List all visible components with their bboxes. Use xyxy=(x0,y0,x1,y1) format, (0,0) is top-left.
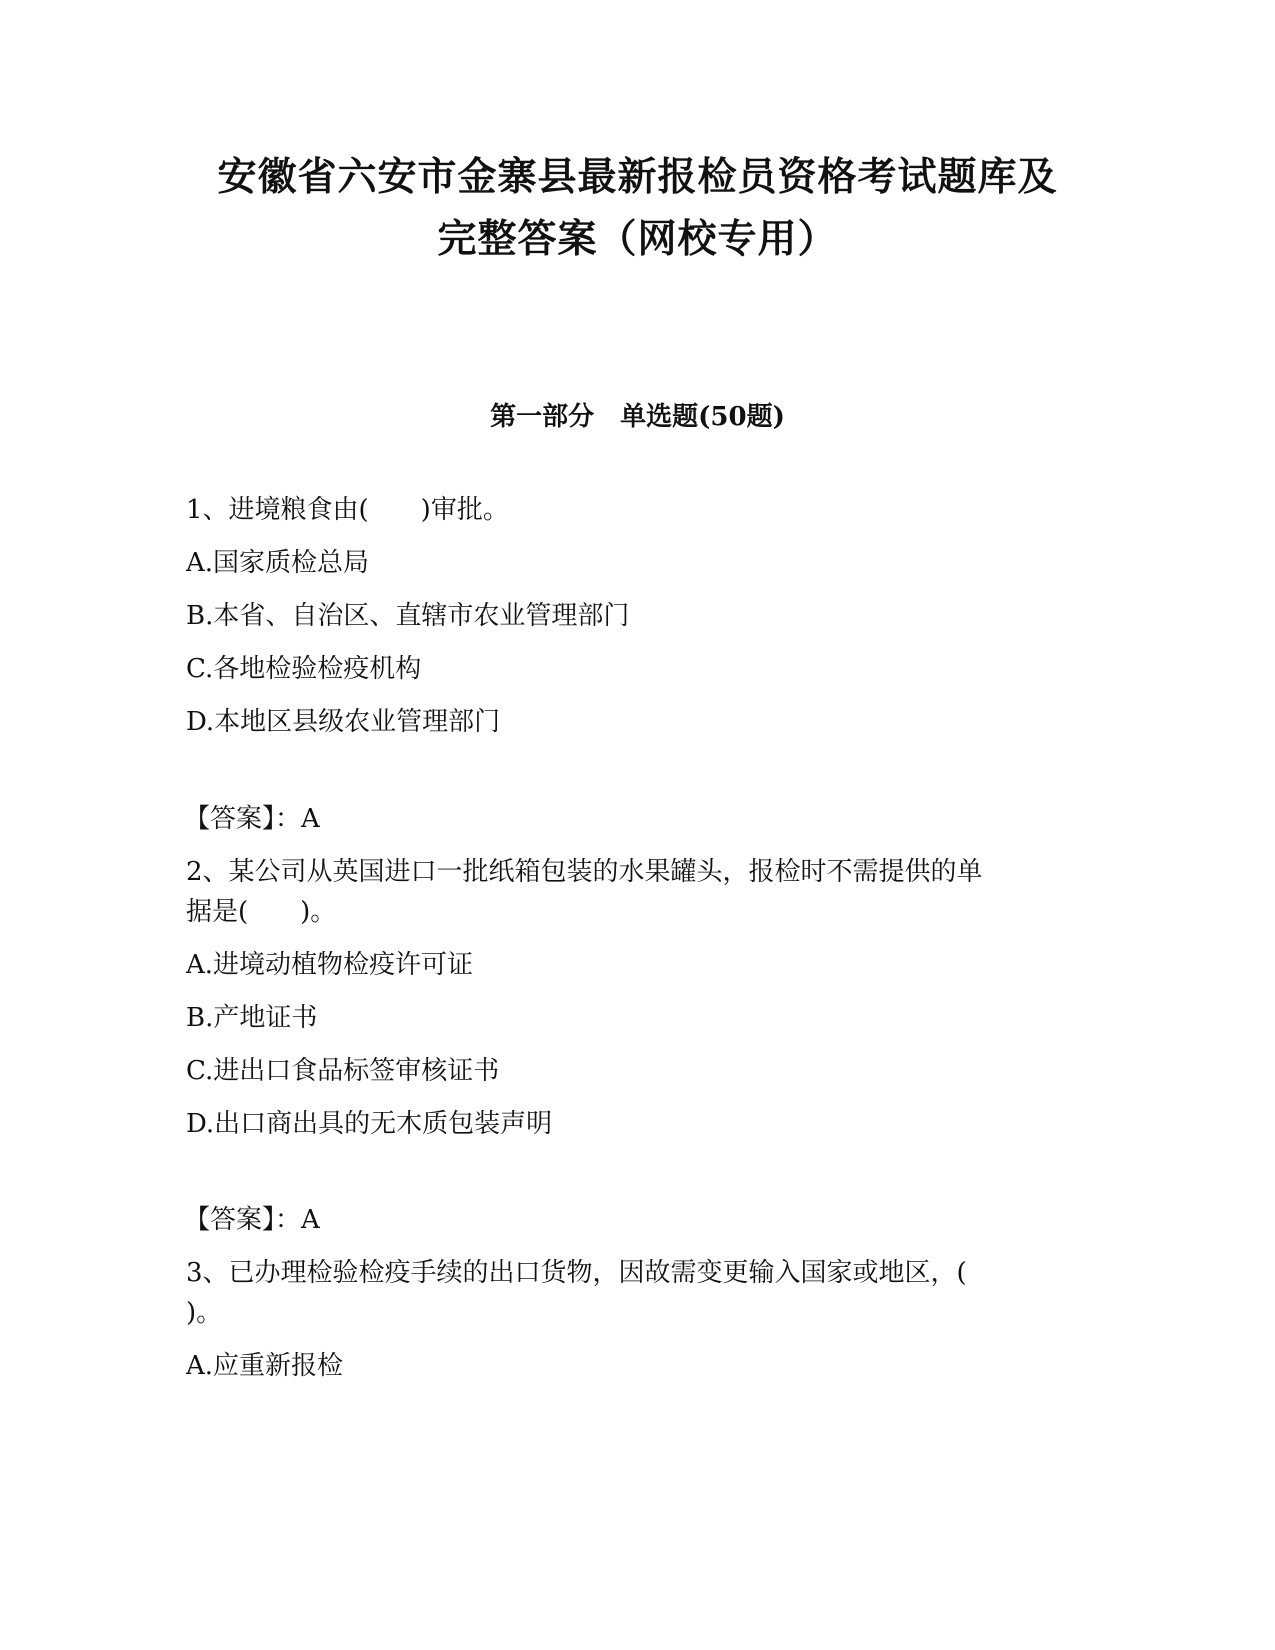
question-1-stem: 1、进境粮食由( )审批。 xyxy=(186,495,509,525)
document-title-line-1: 安徽省六安市金寨县最新报检员资格考试题库及 xyxy=(217,155,1058,200)
question-2-option-c: C.进出口食品标签审核证书 xyxy=(186,1056,500,1086)
question-2-answer: 【答案】：A xyxy=(184,1205,320,1235)
document-title-line-2: 完整答案（网校专用） xyxy=(437,217,838,262)
question-1-option-c: C.各地检验检疫机构 xyxy=(186,654,422,684)
question-1-option-a: A.国家质检总局 xyxy=(186,548,370,578)
question-2-option-b: B.产地证书 xyxy=(186,1003,318,1033)
question-1-option-b: B.本省、自治区、直辖市农业管理部门 xyxy=(186,601,630,631)
question-2-option-a: A.进境动植物检疫许可证 xyxy=(186,950,474,980)
question-2-stem-line-1: 2、某公司从英国进口一批纸箱包装的水果罐头，报检时不需提供的单 xyxy=(186,857,983,887)
question-2-stem-line-2: 据是( )。 xyxy=(186,897,337,927)
question-3-stem-line-1: 3、已办理检验检疫手续的出口货物，因故需变更输入国家或地区，( xyxy=(186,1258,967,1288)
question-3-option-a: A.应重新报检 xyxy=(186,1351,344,1381)
question-3-stem-line-2: )。 xyxy=(186,1298,223,1328)
section-heading: 第一部分 单选题(50题) xyxy=(490,402,785,432)
question-2-option-d: D.出口商出具的无木质包装声明 xyxy=(186,1109,553,1139)
question-1-answer: 【答案】：A xyxy=(184,804,320,834)
question-1-option-d: D.本地区县级农业管理部门 xyxy=(186,707,501,737)
